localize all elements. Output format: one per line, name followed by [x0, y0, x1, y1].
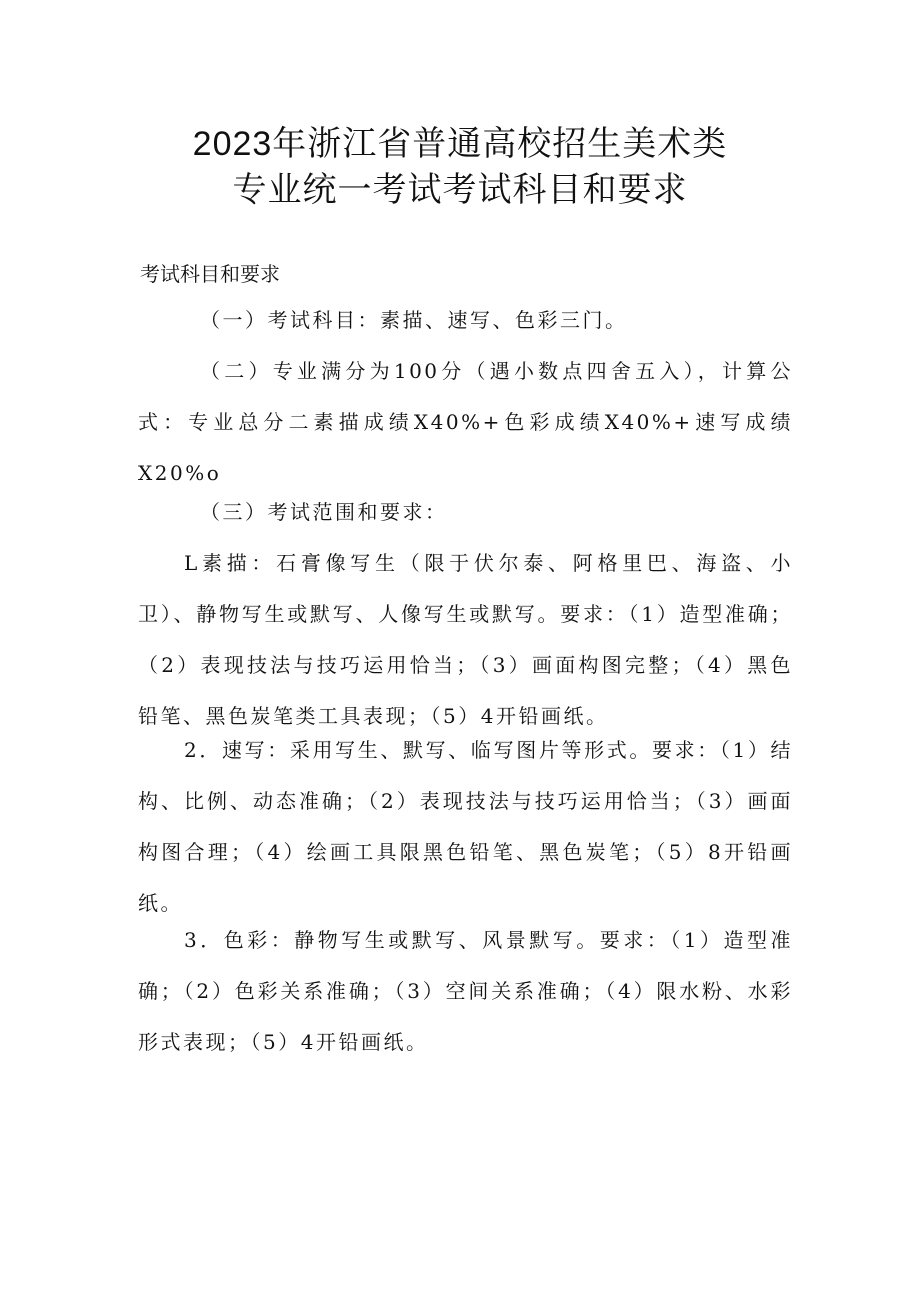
paragraph-scope-heading: （三）考试范围和要求： [200, 500, 448, 524]
paragraph-score-formula: （二）专业满分为100分（遇小数点四舍五入），计算公式：专业总分二素描成绩X40%+色彩成绩X40%+速写成绩X20%o [138, 359, 793, 485]
document-title-line-2: 专业统一考试考试科目和要求 [232, 171, 688, 209]
paragraph-sketch: L素描：石膏像写生（限于伏尔泰、阿格里巴、海盗、小卫）、静物写生或默写、人像写生或默写。要求：（1）造型准确；（2）表现技法与技巧运用恰当；（3）画面构图完整；（4）黑色铅笔、黑色炭笔类工具表现；（5）4开铅画纸。 [138, 551, 793, 728]
paragraph-quick-sketch: 2．速写：采用写生、默写、临写图片等形式。要求：（1）结构、比例、动态准确；（2）表现技法与技巧运用恰当；（3）画面构图合理；（4）绘画工具限黑色铅笔、黑色炭笔；（5）8开铅画纸。 [138, 738, 793, 915]
paragraph-color: 3．色彩：静物写生或默写、风景默写。要求：（1）造型准确；（2）色彩关系准确；（3）空间关系准确；（4）限水粉、水彩形式表现；（5）4开铅画纸。 [138, 928, 793, 1054]
section-heading: 考试科目和要求 [140, 264, 280, 286]
document-title-line-1: 2023年浙江省普通高校招生美术类 [192, 125, 728, 163]
paragraph-exam-subjects: （一）考试科目：素描、速写、色彩三门。 [200, 308, 628, 332]
